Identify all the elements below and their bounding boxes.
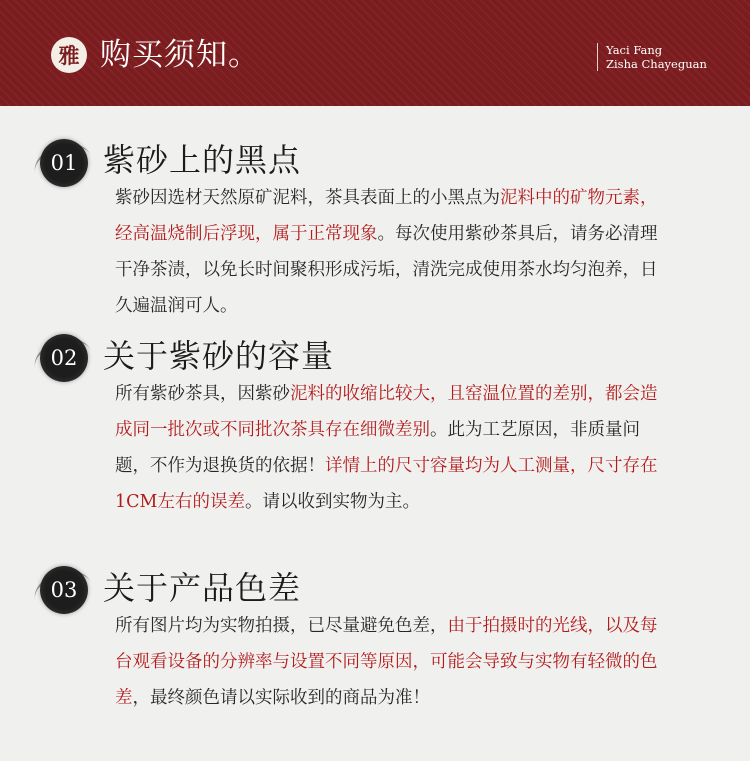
body-highlight: 泥料中的矿物元素，经高温烧制后浮现，属于正常现象 bbox=[115, 188, 658, 244]
body-highlight: 泥料的收缩比较大，且窑温位置的差别，都会造成同一批次或不同批次茶具存在细微差别 bbox=[115, 384, 658, 440]
number-badge-02: 02 bbox=[40, 334, 88, 382]
page-title: 购买须知。 bbox=[100, 37, 260, 73]
body-text: 。每次使用紫砂茶具后，请务必清理干净茶渍，以免长时间聚积形成污垢，清洗完成使用茶水均匀泡养，日久遍温润可人。 bbox=[115, 224, 658, 316]
section-body-03 bbox=[115, 608, 670, 716]
brand-name bbox=[606, 43, 707, 71]
body-text: ，最终颜色请以实际收到的商品为准！ bbox=[132, 688, 430, 708]
number-badge-03: 03 bbox=[40, 566, 88, 614]
brand-line-2: Zisha Chayeguan bbox=[606, 57, 707, 71]
section-body-02 bbox=[115, 376, 670, 520]
header-divider bbox=[597, 43, 598, 71]
body-text: 。请以收到实物为主。 bbox=[244, 492, 420, 512]
body-text: 所有图片均为实物拍摄，已尽量避免色差， bbox=[115, 616, 448, 636]
header-banner bbox=[0, 0, 750, 106]
body-text: 紫砂因选材天然原矿泥料，茶具表面上的小黑点为 bbox=[115, 188, 500, 208]
section-title-01: 紫砂上的黑点 bbox=[103, 141, 302, 179]
ya-badge: 雅 bbox=[51, 37, 87, 73]
brand-line-1: Yaci Fang bbox=[606, 43, 663, 57]
body-highlight: 详情上的尺寸容量均为人工测量，尺寸存在1CM左右的误差 bbox=[115, 456, 658, 512]
body-text: 所有紫砂茶具，因紫砂 bbox=[115, 384, 290, 404]
section-body-01 bbox=[115, 180, 670, 324]
body-highlight: 由于拍摄时的光线，以及每台观看设备的分辨率与设置不同等原因，可能会导致与实物有轻微的色差 bbox=[115, 616, 658, 708]
section-title-03: 关于产品色差 bbox=[103, 569, 302, 607]
section-title-02: 关于紫砂的容量 bbox=[103, 337, 335, 375]
body-text: 。此为工艺原因，非质量问题，不作为退换货的依据！ bbox=[115, 420, 640, 476]
number-badge-01: 01 bbox=[40, 139, 88, 187]
